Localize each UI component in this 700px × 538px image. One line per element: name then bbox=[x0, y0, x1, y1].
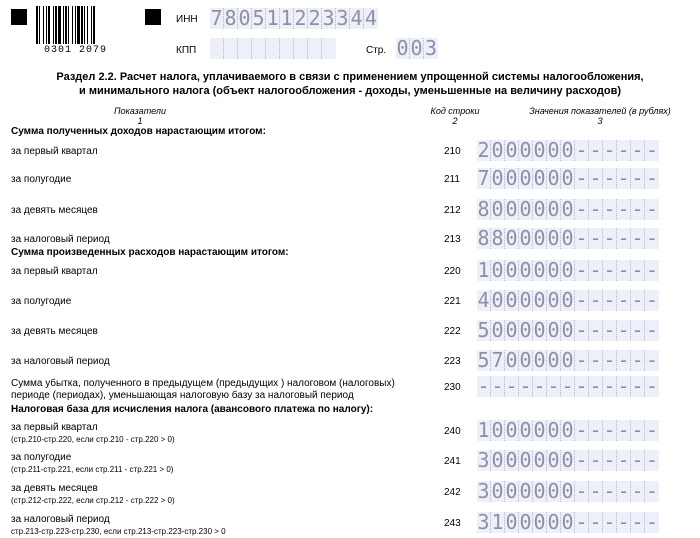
row-value-cell: 0 bbox=[491, 140, 504, 161]
row-label-230 bbox=[11, 378, 395, 402]
row-value-cell: - bbox=[575, 140, 588, 161]
page-label: Стр. bbox=[366, 45, 387, 56]
barcode-image bbox=[36, 6, 128, 44]
row-label-243 bbox=[11, 514, 226, 538]
row-value-field-221[interactable] bbox=[477, 290, 659, 311]
kpp-cell bbox=[238, 38, 252, 59]
inn-cell: 8 bbox=[224, 8, 237, 29]
row-value-cell: - bbox=[589, 228, 602, 249]
group-title-tax-base: Налоговая база для исчисления налога (авансового платежа по налогу): bbox=[11, 404, 374, 415]
column-header-code-text: Код строки bbox=[430, 106, 480, 116]
column-header-values-num: 3 bbox=[597, 116, 603, 126]
row-label-text: за налоговый период bbox=[11, 514, 110, 525]
row-label-211 bbox=[11, 174, 71, 186]
row-value-cell: 0 bbox=[519, 350, 532, 371]
row-value-cell: 0 bbox=[505, 199, 518, 220]
row-value-field-230[interactable] bbox=[477, 376, 659, 397]
row-value-cell: - bbox=[617, 481, 630, 502]
row-value-cell: 0 bbox=[547, 228, 560, 249]
corner-marker-right bbox=[145, 9, 161, 25]
row-value-cell: 0 bbox=[505, 512, 518, 533]
row-value-cell: 0 bbox=[547, 450, 560, 471]
row-value-cell: - bbox=[631, 228, 644, 249]
row-value-cell: 0 bbox=[519, 320, 532, 341]
column-header-values-text: Значения показателей (в рублях) bbox=[529, 106, 671, 116]
row-value-cell: - bbox=[645, 350, 659, 371]
row-value-cell: - bbox=[547, 376, 560, 397]
section-title-line1: Раздел 2.2. Расчет налога, уплачиваемого в связи с применением упрощенной системы налогообложения, bbox=[56, 71, 644, 83]
row-value-cell: 0 bbox=[547, 350, 560, 371]
column-header-indicator-num: 1 bbox=[137, 116, 143, 126]
row-value-cell: - bbox=[631, 290, 644, 311]
row-value-cell: 0 bbox=[547, 140, 560, 161]
row-value-cell: - bbox=[575, 420, 588, 441]
row-value-cell: - bbox=[631, 350, 644, 371]
row-label-text: за полугодие bbox=[11, 296, 72, 307]
row-value-cell: 8 bbox=[477, 199, 490, 220]
row-value-cell: - bbox=[505, 376, 518, 397]
row-value-cell: - bbox=[603, 350, 616, 371]
row-label-text: за девять месяцев bbox=[11, 326, 98, 337]
row-value-cell: - bbox=[603, 420, 616, 441]
row-value-cell: 0 bbox=[561, 481, 574, 502]
row-value-cell: - bbox=[589, 168, 602, 189]
page-cell: 0 bbox=[396, 38, 409, 59]
row-label-210 bbox=[11, 146, 98, 158]
row-value-cell: - bbox=[603, 228, 616, 249]
row-value-cell: 0 bbox=[505, 320, 518, 341]
row-value-cell: - bbox=[631, 199, 644, 220]
row-value-cell: 0 bbox=[547, 481, 560, 502]
inn-cell: 5 bbox=[252, 8, 265, 29]
row-value-cell: - bbox=[603, 512, 616, 533]
inn-cell: 3 bbox=[336, 8, 349, 29]
row-value-cell: - bbox=[603, 260, 616, 281]
kpp-field[interactable] bbox=[210, 38, 336, 59]
kpp-cell bbox=[308, 38, 322, 59]
row-value-cell: 0 bbox=[561, 140, 574, 161]
row-code-221: 221 bbox=[444, 296, 461, 307]
row-value-cell: - bbox=[603, 320, 616, 341]
kpp-cell bbox=[294, 38, 308, 59]
row-label-220 bbox=[11, 266, 98, 278]
row-value-cell: 0 bbox=[561, 290, 574, 311]
row-value-cell: 0 bbox=[491, 199, 504, 220]
group-title-income: Сумма полученных доходов нарастающим итогом: bbox=[11, 126, 266, 137]
row-value-cell: 0 bbox=[491, 260, 504, 281]
row-label-text: за девять месяцев bbox=[11, 483, 98, 494]
row-value-cell: 0 bbox=[561, 228, 574, 249]
row-value-cell: - bbox=[575, 376, 588, 397]
section-title bbox=[0, 70, 700, 98]
row-value-cell: - bbox=[561, 376, 574, 397]
barcode-number: 0301 2079 bbox=[44, 45, 108, 56]
row-value-cell: 0 bbox=[561, 260, 574, 281]
row-value-cell: 0 bbox=[547, 199, 560, 220]
row-value-cell: - bbox=[589, 140, 602, 161]
row-value-cell: - bbox=[603, 290, 616, 311]
row-code-211: 211 bbox=[444, 174, 460, 185]
row-value-cell: - bbox=[589, 512, 602, 533]
row-value-cell: - bbox=[631, 450, 644, 471]
row-value-cell: 0 bbox=[561, 512, 574, 533]
row-value-cell: - bbox=[603, 140, 616, 161]
row-value-cell: - bbox=[603, 450, 616, 471]
row-value-cell: 0 bbox=[505, 481, 518, 502]
row-value-cell: 0 bbox=[533, 320, 546, 341]
row-value-cell: 0 bbox=[547, 290, 560, 311]
row-value-cell: 0 bbox=[533, 290, 546, 311]
row-value-cell: 0 bbox=[519, 512, 532, 533]
inn-cell: 4 bbox=[350, 8, 363, 29]
row-value-cell: - bbox=[603, 481, 616, 502]
row-value-cell: 0 bbox=[533, 481, 546, 502]
row-value-cell: - bbox=[589, 481, 602, 502]
row-label-text: за налоговый период bbox=[11, 356, 110, 367]
row-code-210: 210 bbox=[444, 146, 461, 157]
row-value-cell: - bbox=[533, 376, 546, 397]
row-value-cell: - bbox=[631, 168, 644, 189]
row-value-cell: - bbox=[645, 228, 659, 249]
row-label-text: за первый квартал bbox=[11, 266, 98, 277]
row-value-field-241[interactable] bbox=[477, 450, 659, 471]
row-value-cell: 0 bbox=[547, 260, 560, 281]
row-value-cell: 0 bbox=[533, 228, 546, 249]
page-cell: 3 bbox=[424, 38, 438, 59]
row-value-cell: 0 bbox=[533, 450, 546, 471]
inn-cell: 2 bbox=[294, 8, 307, 29]
row-value-cell: 2 bbox=[477, 140, 490, 161]
row-value-cell: 0 bbox=[505, 140, 518, 161]
row-value-cell: - bbox=[617, 168, 630, 189]
row-value-cell: - bbox=[491, 376, 504, 397]
row-value-cell: - bbox=[617, 450, 630, 471]
row-code-222: 222 bbox=[444, 326, 461, 337]
row-value-cell: - bbox=[645, 320, 659, 341]
row-value-cell: - bbox=[617, 140, 630, 161]
row-value-cell: - bbox=[617, 350, 630, 371]
corner-marker-left bbox=[11, 9, 27, 25]
row-value-cell: 0 bbox=[491, 320, 504, 341]
row-value-cell: - bbox=[575, 481, 588, 502]
row-label-subtext: (стр.210-стр.220, если стр.210 - стр.220 > 0) bbox=[11, 435, 175, 444]
row-code-213: 213 bbox=[444, 234, 461, 245]
row-label-text: за полугодие bbox=[11, 174, 72, 185]
row-code-212: 212 bbox=[444, 205, 461, 216]
column-header-code bbox=[415, 106, 495, 126]
inn-cell: 2 bbox=[308, 8, 321, 29]
row-value-cell: - bbox=[589, 376, 602, 397]
row-label-text: за девять месяцев bbox=[11, 205, 98, 216]
row-value-cell: 1 bbox=[477, 260, 490, 281]
row-label-241 bbox=[11, 452, 173, 476]
row-label-subtext: периоде (периодах), уменьшающая налоговую базу за налоговый период bbox=[11, 390, 354, 401]
row-value-field-210[interactable] bbox=[477, 140, 659, 161]
row-value-cell: - bbox=[575, 512, 588, 533]
row-value-cell: - bbox=[631, 512, 644, 533]
row-value-cell: 3 bbox=[477, 512, 490, 533]
row-value-cell: 0 bbox=[519, 290, 532, 311]
row-value-cell: - bbox=[631, 140, 644, 161]
row-code-230: 230 bbox=[444, 382, 461, 393]
row-label-subtext: (стр.212-стр.222, если стр.212 - стр.222 > 0) bbox=[11, 496, 175, 505]
row-value-cell: 1 bbox=[477, 420, 490, 441]
inn-label: ИНН bbox=[176, 14, 198, 25]
row-value-cell: - bbox=[617, 199, 630, 220]
row-value-cell: 3 bbox=[477, 450, 490, 471]
row-value-cell: 0 bbox=[491, 290, 504, 311]
row-value-cell: 0 bbox=[505, 290, 518, 311]
row-value-cell: 0 bbox=[505, 168, 518, 189]
row-value-cell: - bbox=[575, 290, 588, 311]
row-value-cell: - bbox=[631, 376, 644, 397]
row-label-text: за первый квартал bbox=[11, 146, 98, 157]
row-value-cell: 0 bbox=[505, 228, 518, 249]
row-value-cell: 0 bbox=[561, 420, 574, 441]
row-value-cell: 3 bbox=[477, 481, 490, 502]
kpp-cell bbox=[210, 38, 224, 59]
row-label-text: за полугодие bbox=[11, 452, 72, 463]
row-label-212 bbox=[11, 205, 98, 217]
row-value-cell: - bbox=[617, 290, 630, 311]
row-value-cell: - bbox=[645, 376, 659, 397]
row-value-cell: - bbox=[617, 260, 630, 281]
row-value-cell: 0 bbox=[533, 350, 546, 371]
column-header-indicator-text: Показатели bbox=[114, 106, 166, 116]
kpp-label: КПП bbox=[176, 45, 197, 56]
row-value-cell: - bbox=[603, 376, 616, 397]
group-title-expenses: Сумма произведенных расходов нарастающим итогом: bbox=[11, 247, 289, 258]
row-value-cell: 1 bbox=[491, 512, 504, 533]
row-label-subtext: стр.213-стр.223-стр.230, если стр.213-стр.223-стр.230 > 0 bbox=[11, 527, 226, 536]
row-value-cell: 0 bbox=[519, 420, 532, 441]
row-value-cell: - bbox=[617, 420, 630, 441]
row-value-field-223[interactable] bbox=[477, 350, 659, 371]
row-value-cell: 0 bbox=[561, 168, 574, 189]
row-value-cell: 0 bbox=[561, 350, 574, 371]
row-value-cell: 0 bbox=[519, 199, 532, 220]
row-value-cell: 0 bbox=[519, 450, 532, 471]
row-value-cell: - bbox=[631, 420, 644, 441]
row-value-cell: - bbox=[589, 450, 602, 471]
row-value-cell: 0 bbox=[547, 420, 560, 441]
row-value-cell: 0 bbox=[547, 512, 560, 533]
row-value-field-220[interactable] bbox=[477, 260, 659, 281]
row-value-field-243[interactable] bbox=[477, 512, 659, 533]
row-value-cell: - bbox=[589, 260, 602, 281]
row-value-field-242[interactable] bbox=[477, 481, 659, 502]
row-value-cell: - bbox=[645, 450, 659, 471]
row-label-subtext: (стр.211-стр.221, если стр.211 - стр.221 > 0) bbox=[11, 465, 174, 474]
row-value-cell: 0 bbox=[491, 168, 504, 189]
row-value-cell: - bbox=[603, 168, 616, 189]
row-value-cell: - bbox=[645, 168, 659, 189]
row-value-cell: 0 bbox=[491, 481, 504, 502]
row-value-cell: 5 bbox=[477, 350, 490, 371]
inn-cell: 7 bbox=[210, 8, 223, 29]
row-value-cell: 0 bbox=[505, 450, 518, 471]
kpp-cell bbox=[224, 38, 238, 59]
row-label-213 bbox=[11, 234, 110, 246]
row-value-cell: 0 bbox=[533, 168, 546, 189]
row-value-cell: - bbox=[519, 376, 532, 397]
row-value-cell: 0 bbox=[533, 420, 546, 441]
kpp-cell bbox=[322, 38, 336, 59]
row-value-field-213[interactable] bbox=[477, 228, 659, 249]
row-value-cell: 0 bbox=[505, 350, 518, 371]
row-value-cell: 0 bbox=[547, 320, 560, 341]
row-label-text: Сумма убытка, полученного в предыдущем (предыдущих ) налоговом (налоговых) bbox=[11, 378, 395, 389]
row-label-221 bbox=[11, 296, 71, 308]
page-number-field[interactable] bbox=[396, 38, 438, 59]
row-code-241: 241 bbox=[444, 456, 461, 467]
row-value-cell: - bbox=[589, 290, 602, 311]
row-value-cell: 0 bbox=[519, 228, 532, 249]
kpp-cell bbox=[266, 38, 280, 59]
row-value-cell: 0 bbox=[491, 420, 504, 441]
row-value-cell: - bbox=[631, 481, 644, 502]
row-value-cell: 8 bbox=[491, 228, 504, 249]
row-value-cell: 0 bbox=[533, 260, 546, 281]
row-value-cell: - bbox=[589, 199, 602, 220]
row-value-cell: - bbox=[645, 420, 659, 441]
row-value-cell: 7 bbox=[477, 168, 490, 189]
row-label-222 bbox=[11, 326, 98, 338]
row-label-242 bbox=[11, 483, 175, 507]
row-value-cell: 0 bbox=[505, 260, 518, 281]
row-value-cell: - bbox=[575, 199, 588, 220]
inn-cell: 1 bbox=[266, 8, 279, 29]
row-value-cell: - bbox=[575, 320, 588, 341]
page-cell: 0 bbox=[410, 38, 423, 59]
row-value-cell: - bbox=[645, 290, 659, 311]
row-value-cell: 0 bbox=[561, 450, 574, 471]
row-value-cell: - bbox=[575, 168, 588, 189]
row-value-cell: 5 bbox=[477, 320, 490, 341]
kpp-cell bbox=[280, 38, 294, 59]
inn-cell: 4 bbox=[364, 8, 378, 29]
row-value-cell: - bbox=[589, 350, 602, 371]
row-value-cell: 7 bbox=[491, 350, 504, 371]
row-code-223: 223 bbox=[444, 356, 461, 367]
row-value-cell: - bbox=[589, 420, 602, 441]
row-value-cell: - bbox=[617, 376, 630, 397]
row-value-cell: 0 bbox=[491, 450, 504, 471]
row-value-cell: 0 bbox=[547, 168, 560, 189]
row-value-cell: - bbox=[645, 512, 659, 533]
row-value-cell: 0 bbox=[561, 320, 574, 341]
row-value-cell: 0 bbox=[505, 420, 518, 441]
column-header-code-num: 2 bbox=[452, 116, 458, 126]
row-value-cell: 0 bbox=[533, 199, 546, 220]
column-header-values bbox=[510, 106, 690, 126]
column-header-indicator bbox=[100, 106, 180, 126]
kpp-cell bbox=[252, 38, 266, 59]
inn-cell: 0 bbox=[238, 8, 251, 29]
row-value-cell: - bbox=[645, 140, 659, 161]
row-label-text: за налоговый период bbox=[11, 234, 110, 245]
row-value-cell: 0 bbox=[533, 512, 546, 533]
row-value-cell: - bbox=[645, 199, 659, 220]
row-code-242: 242 bbox=[444, 487, 461, 498]
row-label-223 bbox=[11, 356, 110, 368]
inn-cell: 3 bbox=[322, 8, 335, 29]
row-value-field-222[interactable] bbox=[477, 320, 659, 341]
row-value-cell: 0 bbox=[519, 260, 532, 281]
row-code-243: 243 bbox=[444, 518, 461, 529]
row-value-cell: - bbox=[617, 228, 630, 249]
row-value-cell: - bbox=[575, 450, 588, 471]
row-value-cell: 0 bbox=[519, 140, 532, 161]
row-value-field-211[interactable] bbox=[477, 168, 659, 189]
row-value-cell: - bbox=[645, 481, 659, 502]
row-value-cell: 4 bbox=[477, 290, 490, 311]
inn-cell: 1 bbox=[280, 8, 293, 29]
section-title-line2: и минимального налога (объект налогообложения - доходы, уменьшенные на величину расходов) bbox=[79, 85, 621, 97]
row-value-cell: - bbox=[589, 320, 602, 341]
row-value-cell: 0 bbox=[519, 168, 532, 189]
row-value-cell: 0 bbox=[561, 199, 574, 220]
row-value-cell: - bbox=[575, 350, 588, 371]
row-value-field-212[interactable] bbox=[477, 199, 659, 220]
row-value-cell: 0 bbox=[519, 481, 532, 502]
row-value-cell: - bbox=[575, 260, 588, 281]
row-value-field-240[interactable] bbox=[477, 420, 659, 441]
row-value-cell: - bbox=[631, 260, 644, 281]
row-label-240 bbox=[11, 422, 175, 446]
row-value-cell: 0 bbox=[533, 140, 546, 161]
row-code-220: 220 bbox=[444, 266, 461, 277]
row-value-cell: - bbox=[617, 320, 630, 341]
row-label-text: за первый квартал bbox=[11, 422, 98, 433]
row-value-cell: - bbox=[617, 512, 630, 533]
row-value-cell: - bbox=[575, 228, 588, 249]
row-value-cell: - bbox=[631, 320, 644, 341]
row-value-cell: - bbox=[645, 260, 659, 281]
row-code-240: 240 bbox=[444, 426, 461, 437]
row-value-cell: - bbox=[477, 376, 490, 397]
row-value-cell: - bbox=[603, 199, 616, 220]
inn-field[interactable] bbox=[210, 8, 378, 29]
row-value-cell: 8 bbox=[477, 228, 490, 249]
